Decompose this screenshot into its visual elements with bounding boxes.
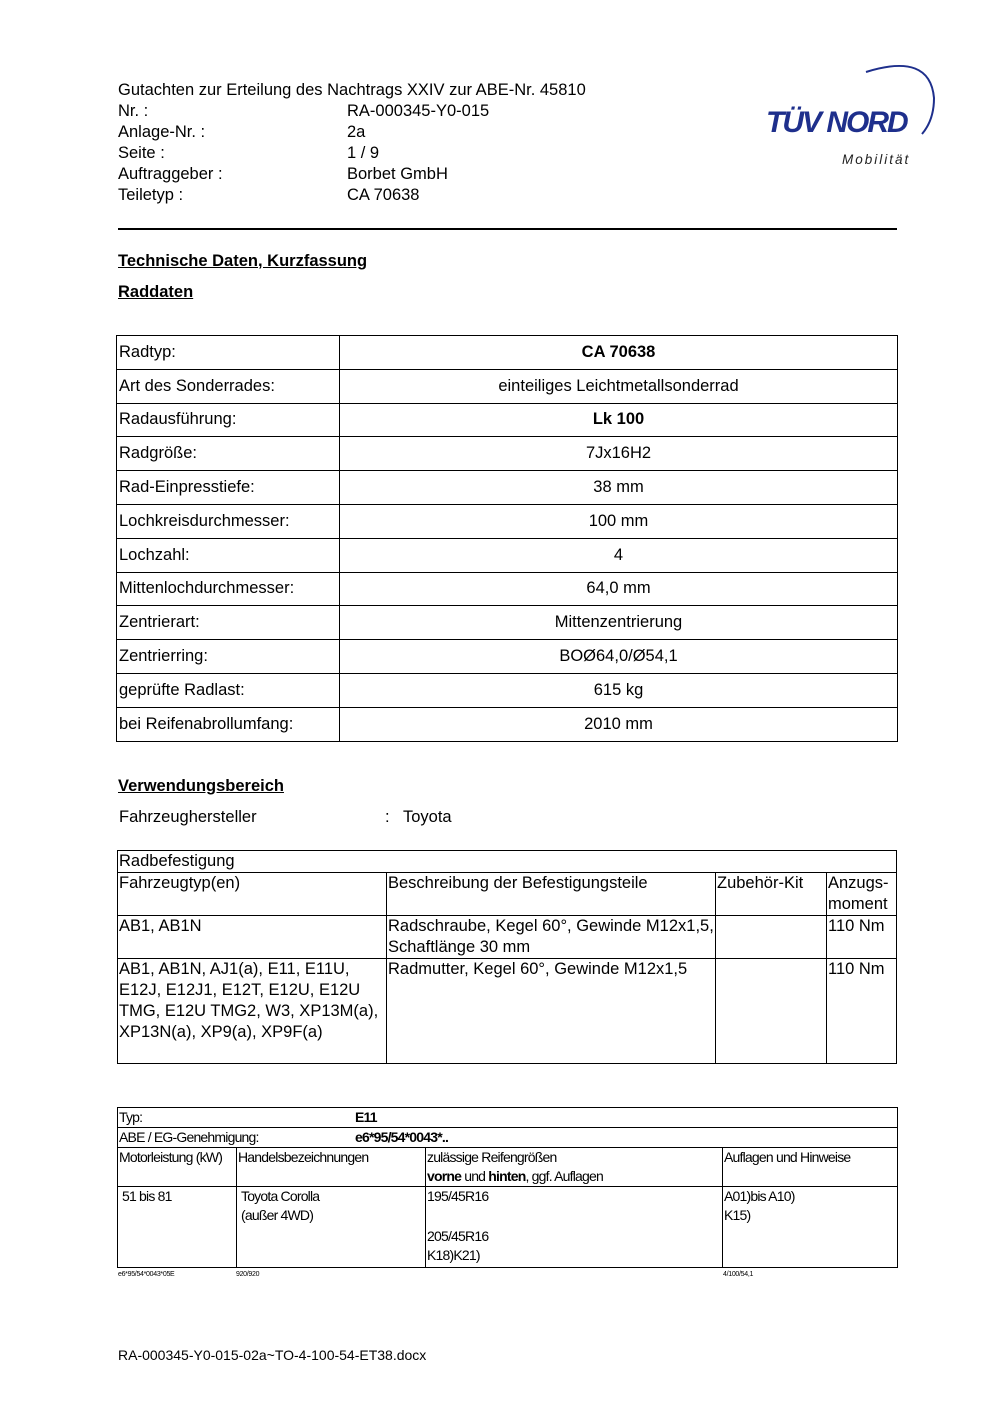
value-cell: 7Jx16H2 (340, 437, 898, 471)
abe-row (118, 1128, 898, 1148)
table-row (118, 1187, 898, 1268)
name-line: Toyota Corolla (241, 1188, 320, 1204)
blank-line (427, 1206, 721, 1227)
value-cell: 38 mm (340, 471, 898, 505)
value-cell: Lk 100 (340, 403, 898, 437)
footnote-bolt: 4/100/54,1 (723, 1271, 754, 1278)
tyres-rear: hinten (488, 1168, 526, 1184)
table-row (118, 916, 897, 959)
value-cell: CA 70638 (340, 336, 898, 370)
desc-cell: Radmutter, Kegel 60°, Gewinde M12x1,5 (387, 959, 716, 1064)
tyre-line: K18)K21) (427, 1247, 480, 1263)
name-line: (außer 4WD) (241, 1207, 314, 1223)
torque-cell: 110 Nm (827, 916, 897, 959)
header-row-teiletyp (118, 185, 586, 206)
header-cell: Beschreibung der Befestigungsteile (387, 873, 716, 916)
desc-cell: Radschraube, Kegel 60°, Gewinde M12x1,5, Schaftlänge 30 mm (387, 916, 716, 959)
kit-cell (716, 916, 827, 959)
manufacturer-label: Fahrzeughersteller (119, 808, 257, 826)
table-row (117, 403, 898, 437)
document-header (118, 80, 586, 206)
header-cell: Motorleistung (kW) (118, 1148, 237, 1187)
key-cell: Zentrierring: (117, 640, 340, 674)
key-cell: Mittenlochdurchmesser: (117, 572, 340, 606)
key-cell: bei Reifenabrollumfang: (117, 707, 340, 741)
header-cell: Auflagen und Hinweise (723, 1148, 898, 1187)
kit-cell (716, 959, 827, 1064)
table-row (117, 437, 898, 471)
vehicle-table (117, 1107, 898, 1268)
types-cell: AB1, AB1N (118, 916, 387, 959)
power-cell: 51 bis 81 (118, 1187, 237, 1268)
footnote-load: 920/920 (236, 1271, 260, 1278)
key-cell: geprüfte Radlast: (117, 673, 340, 707)
header-label: Seite : (118, 144, 165, 162)
header-divider (118, 228, 897, 230)
table-row (118, 851, 897, 873)
tyres-header-line2 (427, 1167, 721, 1186)
tyres-suffix: , ggf. Auflagen (525, 1168, 603, 1184)
value-cell: BOØ64,0/Ø54,1 (340, 640, 898, 674)
tyres-front: vorne (427, 1168, 462, 1184)
header-value: CA 70638 (347, 186, 420, 204)
wheel-data-table (116, 335, 898, 742)
value-cell: 2010 mm (340, 707, 898, 741)
note-line: K15) (724, 1207, 751, 1223)
table-header-row (118, 873, 897, 916)
tyres-and: und (461, 1168, 489, 1184)
header-label: Teiletyp : (118, 186, 184, 204)
note-line: A01)bis A10) (724, 1188, 795, 1204)
notes-cell (723, 1187, 898, 1268)
header-title: Gutachten zur Erteilung des Nachtrags XXIV zur ABE-Nr. 45810 (118, 81, 586, 99)
torque-cell: 110 Nm (827, 959, 897, 1064)
header-label: Anlage-Nr. : (118, 123, 206, 141)
table-row (117, 640, 898, 674)
type-value: E11 (355, 1109, 377, 1125)
type-row (118, 1108, 898, 1128)
value-cell: 64,0 mm (340, 572, 898, 606)
header-label: Nr. : (118, 102, 149, 120)
table-row (118, 1108, 898, 1128)
header-value: RA-000345-Y0-015 (347, 102, 490, 120)
header-row-anlage (118, 122, 586, 143)
abe-value: e6*95/54*0043*.. (355, 1129, 449, 1145)
header-value: Borbet GmbH (347, 165, 448, 183)
tyre-line: 195/45R16 (427, 1188, 489, 1204)
table-row (117, 336, 898, 370)
header-row-nr (118, 101, 586, 122)
header-label: Auftraggeber : (118, 165, 223, 183)
key-cell: Rad-Einpresstiefe: (117, 471, 340, 505)
value-cell: 100 mm (340, 504, 898, 538)
section-title-usage: Verwendungsbereich (118, 777, 284, 795)
document-filename: RA-000345-Y0-015-02a~TO-4-100-54-ET38.docx (118, 1347, 427, 1363)
section-title-wheel: Raddaten (118, 283, 194, 301)
header-cell: Handelsbezeichnungen (237, 1148, 426, 1187)
manufacturer-value: Toyota (403, 808, 452, 826)
table-row (117, 606, 898, 640)
tyres-header-line1: zulässige Reifengrößen (427, 1149, 557, 1165)
table-row (117, 707, 898, 741)
header-cell: Zubehör-Kit (716, 873, 827, 916)
abe-label: ABE / EG-Genehmigung: (119, 1129, 259, 1145)
key-cell: Lochkreisdurchmesser: (117, 504, 340, 538)
table-row (117, 572, 898, 606)
value-cell: einteiliges Leichtmetallsonderrad (340, 369, 898, 403)
table-row (117, 471, 898, 505)
header-value: 1 / 9 (347, 144, 380, 162)
manufacturer-colon: : (385, 808, 390, 826)
names-cell (237, 1187, 426, 1268)
fastening-title: Radbefestigung (118, 851, 897, 873)
table-row (118, 1128, 898, 1148)
footnote-approval: e6*95/54*0043*05E (118, 1271, 175, 1278)
types-cell: AB1, AB1N, AJ1(a), E11, E11U, E12J, E12J1, E12T, E12U, E12U TMG, E12U TMG2, W3, XP13M(a), XP13N(a), XP9(a), XP9F(a) (118, 959, 387, 1064)
tyres-cell (426, 1187, 723, 1268)
value-cell: 4 (340, 538, 898, 572)
table-row (117, 369, 898, 403)
key-cell: Art des Sonderrades: (117, 369, 340, 403)
type-label: Typ: (119, 1109, 143, 1125)
manufacturer-line (119, 808, 452, 827)
fastening-table (117, 850, 897, 1064)
header-row-auftraggeber (118, 164, 586, 185)
header-cell: Anzugs-moment (827, 873, 897, 916)
key-cell: Lochzahl: (117, 538, 340, 572)
table-header-row (118, 1148, 898, 1187)
logo-subtitle: Mobilität (842, 152, 911, 167)
header-cell: Fahrzeugtyp(en) (118, 873, 387, 916)
key-cell: Radtyp: (117, 336, 340, 370)
key-cell: Zentrierart: (117, 606, 340, 640)
header-value: 2a (347, 123, 366, 141)
header-cell-tyres (426, 1148, 723, 1187)
value-cell: 615 kg (340, 673, 898, 707)
logo-wordmark: TÜV NORD (766, 106, 907, 139)
table-row (117, 504, 898, 538)
tyre-line: 205/45R16 (427, 1228, 489, 1244)
section-title-technical: Technische Daten, Kurzfassung (118, 252, 368, 270)
tuv-nord-logo (762, 58, 942, 173)
key-cell: Radgröße: (117, 437, 340, 471)
key-cell: Radausführung: (117, 403, 340, 437)
table-row (117, 538, 898, 572)
value-cell: Mittenzentrierung (340, 606, 898, 640)
header-row-seite (118, 143, 586, 164)
table-row (118, 959, 897, 1064)
table-row (117, 673, 898, 707)
